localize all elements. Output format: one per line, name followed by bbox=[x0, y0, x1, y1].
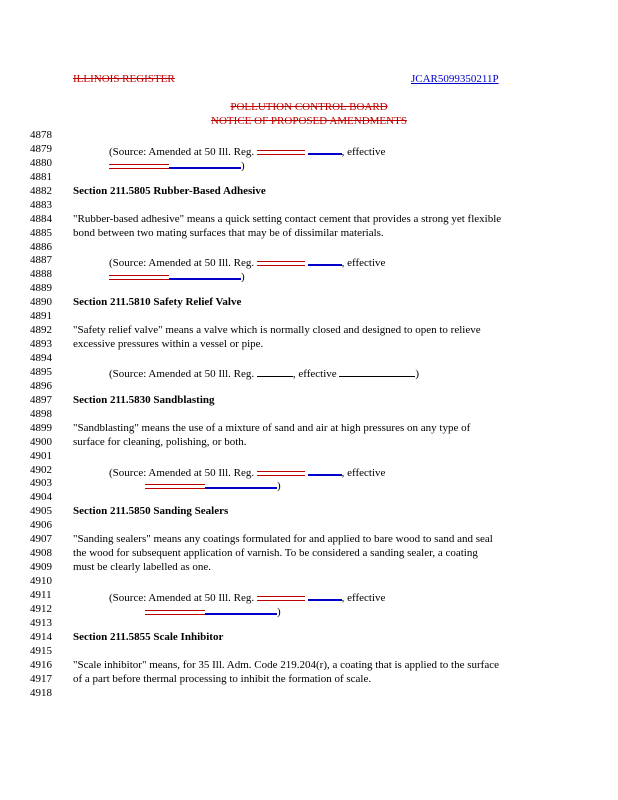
section-heading: Section 211.5855 Scale Inhibitor bbox=[73, 630, 224, 643]
document-line bbox=[30, 408, 570, 422]
document-line bbox=[30, 491, 570, 505]
line-number: 4888 bbox=[30, 268, 52, 281]
line-number: 4883 bbox=[30, 198, 52, 211]
line-number: 4903 bbox=[30, 477, 52, 490]
document-body bbox=[30, 129, 570, 700]
effective-label: , effective bbox=[341, 145, 386, 158]
close-paren: ) bbox=[241, 271, 245, 284]
line-number: 4890 bbox=[30, 296, 52, 309]
struck-date bbox=[145, 604, 205, 615]
line-number: 4910 bbox=[30, 575, 52, 587]
line-text: the wood for subsequent application of varnish. To be considered a sanding sealer, a coating bbox=[73, 547, 478, 560]
line-number: 4894 bbox=[30, 352, 52, 364]
document-line bbox=[30, 324, 570, 338]
document-line bbox=[30, 436, 570, 450]
line-number: 4884 bbox=[30, 212, 52, 225]
close-paren: ) bbox=[415, 367, 420, 380]
line-number: 4909 bbox=[30, 561, 52, 574]
line-number: 4915 bbox=[30, 644, 52, 657]
document-line bbox=[30, 519, 570, 533]
effective-label: , effective bbox=[341, 257, 386, 270]
line-text: "Scale inhibitor" means, for 35 Ill. Adm. Code 219.204(r), a coating that is applied to the surface bbox=[73, 658, 499, 671]
effective-label: , effective bbox=[341, 591, 386, 604]
line-number: 4902 bbox=[30, 463, 52, 476]
source-text: (Source: Amended at 50 Ill. Reg. bbox=[109, 145, 257, 158]
line-number: 4898 bbox=[30, 407, 52, 420]
inserted-date bbox=[169, 268, 241, 280]
struck-blank bbox=[257, 144, 305, 155]
source-text: (Source: Amended at 50 Ill. Reg. bbox=[109, 591, 257, 604]
inserted-date bbox=[205, 603, 277, 615]
inserted-blank bbox=[308, 254, 342, 266]
line-number: 4885 bbox=[30, 226, 52, 239]
line-number: 4914 bbox=[30, 630, 52, 643]
line-number: 4912 bbox=[30, 602, 52, 615]
document-line bbox=[30, 282, 570, 296]
document-line bbox=[30, 199, 570, 213]
document-line bbox=[30, 687, 570, 701]
line-number: 4901 bbox=[30, 449, 52, 462]
document-line bbox=[30, 227, 570, 241]
document-line bbox=[30, 505, 570, 519]
section-heading: Section 211.5830 Sandblasting bbox=[73, 393, 215, 406]
document-line bbox=[30, 338, 570, 352]
struck-blank bbox=[257, 465, 305, 476]
line-number: 4907 bbox=[30, 533, 52, 546]
line-text: bond between two mating surfaces that may be of dissimilar materials. bbox=[73, 226, 384, 239]
close-paren: ) bbox=[277, 605, 281, 618]
document-line bbox=[30, 366, 570, 380]
struck-date bbox=[145, 478, 205, 489]
line-number: 4895 bbox=[30, 365, 52, 378]
inserted-blank bbox=[308, 589, 342, 601]
line-text: "Sandblasting" means the use of a mixture of sand and air at high pressures on any type of bbox=[73, 421, 471, 434]
inserted-blank bbox=[308, 464, 342, 476]
line-text: surface for cleaning, polishing, or both. bbox=[73, 435, 247, 448]
line-number: 4880 bbox=[30, 156, 52, 169]
document-line bbox=[30, 450, 570, 464]
section-heading: Section 211.5810 Safety Relief Valve bbox=[73, 296, 242, 309]
close-paren: ) bbox=[241, 159, 245, 172]
line-text: "Rubber-based adhesive" means a quick setting contact cement that provides a strong yet flexible bbox=[73, 212, 502, 225]
effective-label: , effective bbox=[292, 367, 340, 380]
effective-label: , effective bbox=[341, 466, 386, 479]
line-number: 4879 bbox=[30, 142, 52, 155]
line-number: 4892 bbox=[30, 324, 52, 337]
notice-title: NOTICE OF PROPOSED AMENDMENTS bbox=[211, 115, 407, 127]
register-title: ILLINOIS REGISTER bbox=[73, 73, 175, 85]
line-number: 4878 bbox=[30, 129, 52, 141]
struck-date bbox=[109, 269, 169, 280]
document-line bbox=[30, 603, 570, 617]
inserted-date bbox=[205, 477, 277, 489]
agency-title: POLLUTION CONTROL BOARD bbox=[230, 101, 388, 113]
document-line bbox=[30, 464, 570, 478]
document-line bbox=[30, 533, 570, 547]
struck-date bbox=[109, 158, 169, 169]
line-text: must be clearly labelled as one. bbox=[73, 561, 212, 574]
line-number: 4900 bbox=[30, 435, 52, 448]
document-line bbox=[30, 310, 570, 324]
line-number: 4887 bbox=[30, 254, 52, 267]
blank-field bbox=[257, 366, 293, 377]
line-number: 4882 bbox=[30, 184, 52, 197]
line-number: 4899 bbox=[30, 421, 52, 434]
section-heading: Section 211.5850 Sanding Sealers bbox=[73, 505, 229, 518]
document-line bbox=[30, 659, 570, 673]
document-line bbox=[30, 631, 570, 645]
document-line bbox=[30, 477, 570, 491]
line-number: 4904 bbox=[30, 491, 52, 504]
document-line bbox=[30, 185, 570, 199]
line-number: 4913 bbox=[30, 616, 52, 629]
document-line bbox=[30, 254, 570, 268]
section-heading: Section 211.5805 Rubber-Based Adhesive bbox=[73, 184, 266, 197]
struck-blank bbox=[257, 590, 305, 601]
document-line bbox=[30, 268, 570, 282]
line-text: "Sanding sealers" means any coatings formulated for and applied to bare wood to sand and seal bbox=[73, 533, 493, 546]
document-line bbox=[30, 645, 570, 659]
source-text: (Source: Amended at 50 Ill. Reg. bbox=[109, 367, 257, 380]
line-number: 4916 bbox=[30, 658, 52, 671]
jcar-code: JCAR5099350211P bbox=[411, 73, 499, 85]
document-line bbox=[30, 547, 570, 561]
document-line bbox=[30, 241, 570, 255]
line-number: 4917 bbox=[30, 672, 52, 685]
document-line bbox=[30, 422, 570, 436]
line-number: 4891 bbox=[30, 310, 52, 323]
line-number: 4881 bbox=[30, 170, 52, 183]
close-paren: ) bbox=[277, 480, 281, 493]
line-text: "Safety relief valve" means a valve which is normally closed and designed to open to relieve bbox=[73, 324, 481, 337]
document-line bbox=[30, 617, 570, 631]
blank-field bbox=[339, 366, 415, 377]
document-line bbox=[30, 673, 570, 687]
line-number: 4908 bbox=[30, 547, 52, 560]
inserted-blank bbox=[308, 143, 342, 155]
document-line bbox=[30, 561, 570, 575]
document-line bbox=[30, 213, 570, 227]
document-line bbox=[30, 171, 570, 185]
document-line bbox=[30, 296, 570, 310]
line-number: 4897 bbox=[30, 393, 52, 406]
document-line bbox=[30, 157, 570, 171]
line-number: 4889 bbox=[30, 282, 52, 295]
line-number: 4896 bbox=[30, 379, 52, 392]
line-number: 4886 bbox=[30, 240, 52, 253]
document-line bbox=[30, 143, 570, 157]
document-line bbox=[30, 589, 570, 603]
document-line bbox=[30, 380, 570, 394]
line-number: 4905 bbox=[30, 505, 52, 518]
line-text: of a part before thermal processing to inhibit the formation of scale. bbox=[73, 672, 372, 685]
inserted-date bbox=[169, 157, 241, 169]
document-line bbox=[30, 575, 570, 589]
source-text: (Source: Amended at 50 Ill. Reg. bbox=[109, 466, 257, 479]
line-number: 4911 bbox=[30, 588, 52, 601]
document-line bbox=[30, 394, 570, 408]
line-number: 4906 bbox=[30, 519, 52, 532]
document-line bbox=[30, 352, 570, 366]
line-text: excessive pressures within a vessel or pipe. bbox=[73, 338, 264, 351]
document-line bbox=[30, 129, 570, 143]
source-text: (Source: Amended at 50 Ill. Reg. bbox=[109, 257, 257, 270]
line-number: 4893 bbox=[30, 338, 52, 351]
struck-blank bbox=[257, 255, 305, 266]
line-number: 4918 bbox=[30, 686, 52, 699]
